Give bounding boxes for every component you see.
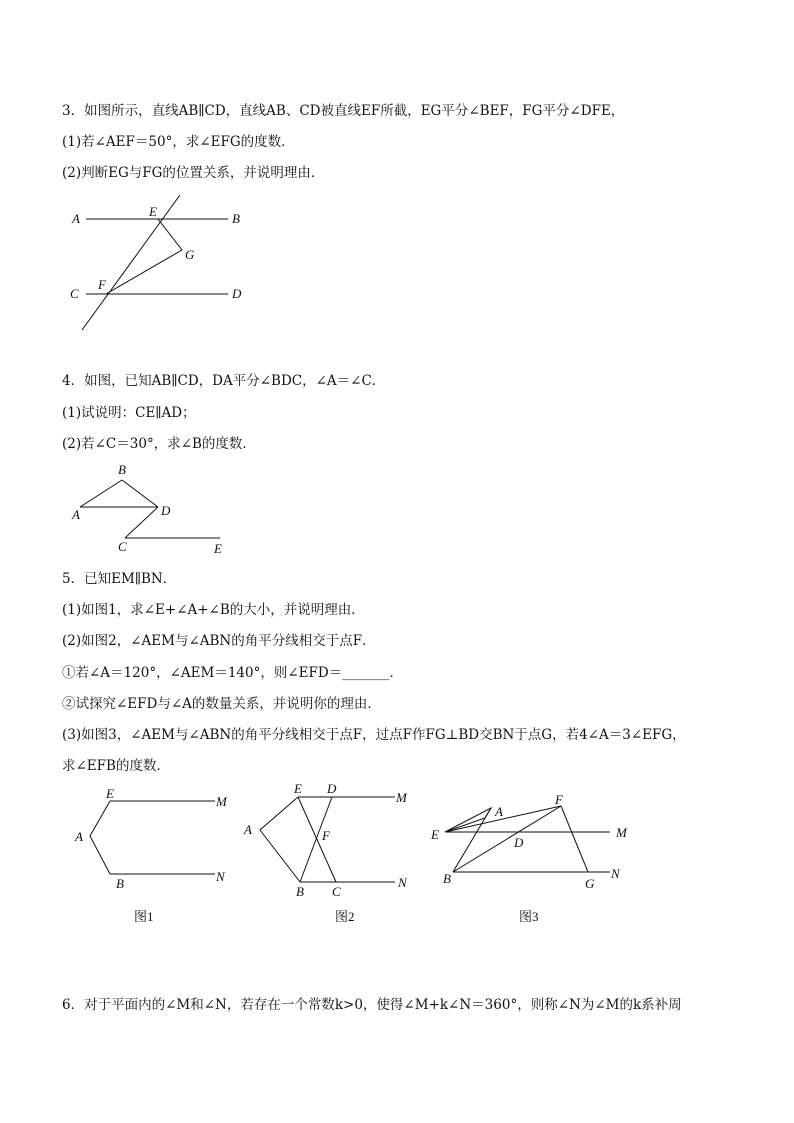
q5-stem: 5．已知EM∥BN．: [62, 571, 177, 587]
q4-figure: [60, 460, 240, 560]
label-d: D: [232, 286, 242, 301]
label-n: N: [216, 869, 225, 884]
q5-part2b: ②试探究∠EFD与∠A的数量关系，并说明你的理由．: [62, 696, 381, 712]
label-b: B: [443, 871, 451, 886]
line-bd: [122, 480, 158, 507]
label-a: A: [72, 507, 80, 522]
q5-figure3: [425, 788, 640, 935]
line-ab: [80, 480, 122, 507]
label-b: B: [116, 876, 124, 891]
q5-part2: (2)如图2，∠AEM与∠ABN的角平分线相交于点F．: [62, 633, 376, 649]
q5-figure2: [240, 780, 420, 935]
q5-part3b: 求∠EFB的度数．: [62, 758, 170, 774]
label-e: E: [149, 204, 157, 219]
label-f: F: [98, 277, 106, 292]
q4-part1: (1)试说明：CE∥AD；: [62, 405, 196, 421]
q5-figure1: [70, 785, 250, 935]
label-d: D: [514, 835, 524, 850]
q3-stem: 3．如图所示，直线AB∥CD，直线AB、CD被直线EF所截，EG平分∠BEF，FG平分∠DFE，: [62, 103, 625, 119]
angle-eab: [90, 801, 110, 874]
q5-part3a: (3)如图3，∠AEM与∠ABN的角平分线相交于点F，过点F作FG⊥BD交BN于点G，若4∠A＝3∠EFG，: [62, 727, 686, 743]
label-e: E: [214, 541, 222, 556]
q6-stem: 6．对于平面内的∠M和∠N，若存在一个常数k>0，使得∠M+k∠N＝360°，则称∠N为∠M的k系补周: [62, 997, 682, 1013]
label-m: M: [396, 790, 407, 805]
label-c: C: [70, 286, 79, 301]
label-m: M: [616, 825, 627, 840]
line-fg: [561, 806, 588, 872]
q3-figure: [60, 195, 270, 335]
label-d: D: [327, 781, 337, 796]
q5-part1: (1)如图1，求∠E+∠A+∠B的大小，并说明理由．: [62, 602, 365, 618]
label-e: E: [106, 786, 114, 801]
label-a: A: [244, 822, 252, 837]
label-f: F: [555, 792, 563, 807]
q5-part2a: ①若∠A＝120°，∠AEM＝140°，则∠EFD＝_______．: [62, 665, 403, 681]
label-b: B: [296, 884, 304, 899]
angle-egf: [106, 219, 182, 294]
angle-eab: [260, 797, 300, 882]
q3-part1: (1)若∠AEF＝50°，求∠EFG的度数．: [62, 134, 295, 150]
label-n: N: [398, 875, 407, 890]
label-a: A: [495, 804, 503, 819]
line-dc: [125, 507, 158, 538]
label-a: A: [72, 211, 80, 226]
label-c: C: [118, 539, 127, 554]
caption-3: 图3: [519, 909, 539, 924]
line-ec: [298, 797, 336, 882]
caption-1: 图1: [134, 909, 154, 924]
label-e: E: [294, 781, 302, 796]
line-ef: [82, 195, 180, 330]
label-c: C: [332, 884, 341, 899]
caption-2: 图2: [335, 909, 355, 924]
label-g: G: [185, 247, 195, 262]
q4-part2: (2)若∠C＝30°，求∠B的度数．: [62, 436, 256, 452]
line-ef: [445, 806, 561, 832]
label-g: G: [585, 876, 595, 891]
label-f: F: [322, 828, 330, 843]
q3-part2: (2)判断EG与FG的位置关系，并说明理由．: [62, 165, 325, 181]
label-e: E: [431, 827, 439, 842]
label-b: B: [232, 211, 240, 226]
label-m: M: [216, 794, 227, 809]
label-n: N: [611, 866, 620, 881]
label-a: A: [75, 829, 83, 844]
label-d: D: [161, 503, 171, 518]
label-b: B: [118, 462, 126, 477]
q4-stem: 4．如图，已知AB∥CD，DA平分∠BDC，∠A＝∠C．: [62, 373, 386, 389]
line-fb: [453, 806, 561, 872]
